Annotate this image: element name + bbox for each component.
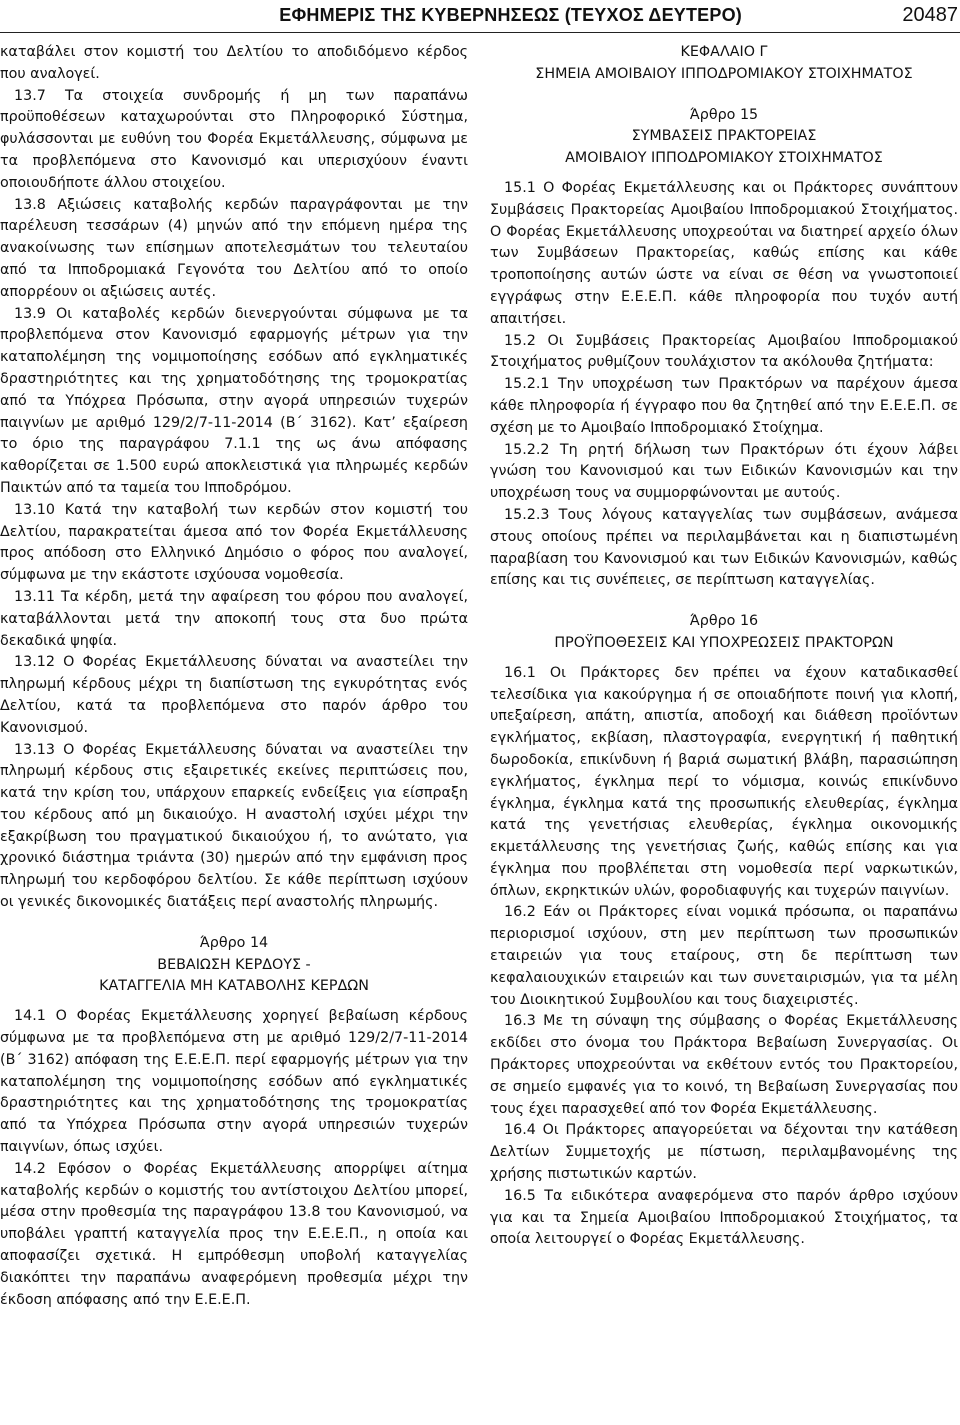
chapter-heading: ΚΕΦΑΛΑΙΟ Γ xyxy=(680,44,768,60)
spacer xyxy=(0,914,468,933)
paragraph-13-11: 13.11 Τα κέρδη, μετά την αφαίρεση του φόρου που αναλογεί, καταβάλλονται μετά την αποκοπή τους στα δυο πρώτα δεκαδικά ψηφία. xyxy=(0,588,468,649)
article-16-title: ΠΡΟΫΠΟΘΕΣΕΙΣ ΚΑΙ ΥΠΟΧΡΕΩΣΕΙΣ ΠΡΑΚΤΟΡΩΝ xyxy=(554,634,894,651)
paragraph-16-5: 16.5 Τα ειδικότερα αναφερόμενα στο παρόν άρθρο ισχύουν για και τα Σημεία Αμοιβαίου Ιπποδρομιακού Στοιχήματος, τα οποία λειτουργεί ο Φορέας Εκμετάλλευσης. xyxy=(490,1187,958,1248)
paragraph-13-10: 13.10 Κατά την καταβολή των κερδών στον κομιστή του Δελτίου, παρακρατείται άμεσα από τον Φορέα Εκμετάλλευσης προς απόδοση στο Ελληνικό Δημόσιο ο φόρος που αναλογεί, σύμφωνα με την εκάστοτε ισχύουσα νομοθεσία. xyxy=(0,501,468,584)
left-column xyxy=(0,42,468,1311)
paragraph-13-8: 13.8 Αξιώσεις καταβολής κερδών παραγράφονται με την παρέλευση τεσσάρων (4) μηνών από την επόμενη ημέρα της ανακοίνωσης των επίσημων αποτελεσμάτων του τελευταίου από τα Ιπποδρομιακά Γεγονότα του Δελτίου από το οποίο απορρέουν οι αξιώσεις αυτές. xyxy=(0,196,468,300)
paragraph-16-1: 16.1 Οι Πράκτορες δεν πρέπει να έχουν καταδικασθεί τελεσίδικα για κακούργημα ή σε οποιαδήποτε ποινή για κλοπή, υπεξαίρεση, απάτη, απιστία, αποδοχή και διάθεση προϊόντων εγκλήματος, εκβίαση, πλαστογραφία, ενεργητική ή παθητική δωροδοκία, επικίνδυνη ή βαριά σωματική βλάβη, παρασιώπηση εγκλήματος, έγκλημα περί το νόμισμα, κοινώς επικίνδυνο έγκλημα, έγκλημα κατά της προσωπικής ελευθερίας, έγκλημα κατά της γενετήσιας ελευθερίας, έγκλημα οικονομικής εκμετάλλευσης της γενετήσιας ζωής, καθώς επίσης και για έγκλημα που προβλέπεται στη νομοθεσία περί ναρκωτικών, όπλων, εκρηκτικών υλών, φοροδιαφυγής και τυχερών παιγνίων. xyxy=(490,664,958,899)
paragraph-continuation: καταβάλει στον κομιστή του Δελτίου το αποδιδόμενο κέρδος που αναλογεί. xyxy=(0,44,468,82)
article-15-title-line-2: ΑΜΟΙΒΑΙΟΥ ΙΠΠΟΔΡΟΜΙΑΚΟΥ ΣΤΟΙΧΗΜΑΤΟΣ xyxy=(565,150,883,167)
chapter-title: ΣΗΜΕΙΑ ΑΜΟΙΒΑΙΟΥ ΙΠΠΟΔΡΟΜΙΑΚΟΥ ΣΤΟΙΧΗΜΑΤΟΣ xyxy=(535,65,913,82)
paragraph-16-4: 16.4 Οι Πράκτορες απαγορεύεται να δέχονται την κατάθεση Δελτίων Συμμετοχής με πίστωση, περιλαμβανομένης της χρήσης πιστωτικών καρτών. xyxy=(490,1122,958,1183)
gazette-title: ΕΦΗΜΕΡΙΣ ΤΗΣ ΚΥΒΕΡΝΗΣΕΩΣ (ΤΕΥΧΟΣ ΔΕΥΤΕΡΟ) xyxy=(279,5,742,25)
paragraph-15-1: 15.1 Ο Φορέας Εκμετάλλευσης και οι Πράκτορες συνάπτουν Συμβάσεις Πρακτορείας Αμοιβαίου Ιπποδρομιακού Στοιχήματος. Ο Φορέας Εκμετάλλευσης υποχρεούται να διατηρεί αρχείο όλων των Συμβάσεων Πρακτορείας, καθώς επίσης και κάθε τροποποίησης αυτών ώστε να είναι σε θέση να γνωστοποιεί εγγράφως στην Ε.Ε.Ε.Π. κάθε πληροφορία που τυχόν αυτή απαιτήσει. xyxy=(490,179,958,327)
paragraph-13-7: 13.7 Τα στοιχεία συνδρομής ή μη των παραπάνω προϋποθέσεων καταχωρούνται στο Πληροφορικό Σύστημα, φυλάσσονται με ευθύνη του Φορέα Εκμετάλλευσης, σύμφωνα με τα προβλεπόμενα στο Κανονισμό και υπερισχύουν έναντι οποιουδήποτε άλλου στοιχείου. xyxy=(0,87,468,191)
spacer xyxy=(490,86,958,105)
paragraph-14-1: 14.1 Ο Φορέας Εκμετάλλευσης χορηγεί βεβαίωση κέρδους σύμφωνα με τα προβλεπόμενα στη με αριθμό 129/2/7-11-2014 (Β΄ 3162) απόφαση της Ε.Ε.Ε.Π. περί εφαρμογής μέτρων για την καταπολέμηση της νομιμοποίησης εσόδων από εγκληματικές δραστηριότητες και της χρηματοδότησης της τρομοκρατίας από τα Υπόχρεα Πρόσωπα στην αγορά υπηρεσιών τυχερών παιγνίων, όπως ισχύει. xyxy=(0,1008,468,1156)
paragraph-15-2-3: 15.2.3 Τους λόγους καταγγελίας των συμβάσεων, ανάμεσα στους οποίους πρέπει να περιλαμβάνεται και η διαπιστωμένη παραβίαση του Κανονισμού και των Ειδικών Κανονισμών, καθώς επίσης και τις συνέπειες, σε περίπτωση καταγγελίας. xyxy=(490,506,958,589)
article-14-heading: Άρθρο 14 xyxy=(199,934,269,951)
paragraph-15-2: 15.2 Οι Συμβάσεις Πρακτορείας Αμοιβαίου Ιπποδρομιακού Στοιχήματος ρυθμίζουν τουλάχιστον τα ακόλουθα ζητήματα: xyxy=(490,332,958,371)
paragraph-13-13: 13.13 Ο Φορέας Εκμετάλλευσης δύναται να αναστείλει την πληρωμή κέρδους στις εξαιρετικές εκείνες περιπτώσεις που, κατά την κρίση του, υπάρχουν επαρκείς ενδείξεις για είσπραξη του κέρδους από μη δικαιούχο. Η αναστολή ισχύει μέχρι την εξακρίβωση του πραγματικού δικαιούχου ή, το ανώτατο, για χρονικό διάστημα τριάντα (30) ημερών από την εμφάνιση προς πληρωμή του κερδοφόρου δελτίου. Σε κάθε περίπτωση ισχύουν οι γενικές δικονομικές διατάξεις περί αναστολής πληρωμής. xyxy=(0,741,468,911)
spacer xyxy=(490,655,958,663)
spacer xyxy=(0,998,468,1006)
paragraph-14-2: 14.2 Εφόσον ο Φορέας Εκμετάλλευσης απορρίψει αίτημα καταβολής κερδών ο κομιστής του αντίστοιχου Δελτίου μπορεί, μέσα στην προθεσμία της παραγράφου 13.8 του Κανονισμού, να υποβάλει γραπτή καταγγελία προς την Ε.Ε.Ε.Π., η οποία και αποφασίζει σχετικά. Η εμπρόθεσμη υποβολή καταγγελίας διακόπτει την παραπάνω αναφερόμενη προθεσμία μέχρι την έκδοση απόφασης από την Ε.Ε.Ε.Π. xyxy=(0,1160,468,1308)
page-header xyxy=(0,0,960,33)
article-14-title-line-2: ΚΑΤΑΓΓΕΛΙΑ ΜΗ ΚΑΤΑΒΟΛΗΣ ΚΕΡΔΩΝ xyxy=(99,978,369,995)
article-16-heading: Άρθρο 16 xyxy=(689,613,759,630)
page-number: 20487 xyxy=(902,4,958,26)
paragraph-16-2: 16.2 Εάν οι Πράκτορες είναι νομικά πρόσωπα, οι παραπάνω περιορισμοί ισχύουν, στη μεν περίπτωση των προσωπικών εταιρειών για τους εταίρους, στη δε περίπτωση των κεφαλαιουχικών εταιρειών και των συνεταιρισμών, για τα μέλη του Διοικητικού Συμβουλίου και τους διαχειριστές. xyxy=(490,904,958,1008)
spacer xyxy=(490,592,958,611)
paragraph-15-2-2: 15.2.2 Τη ρητή δήλωση των Πρακτόρων ότι έχουν λάβει γνώση του Κανονισμού και των Ειδικών Κανονισμών και την υποχρέωση τους να συμμορφώνονται με αυτούς. xyxy=(490,441,958,502)
article-14-title-line-1: ΒΕΒΑΙΩΣΗ ΚΕΡΔΟΥΣ - xyxy=(157,956,311,973)
paragraph-13-9: 13.9 Οι καταβολές κερδών διενεργούνται σύμφωνα με τα προβλεπόμενα στον Κανονισμό εφαρμογής μέτρων για την καταπολέμηση της νομιμοποίησης εσόδων από εγκληματικές δραστηριότητες και της χρηματοδότησης της τρομοκρατίας από τα Υπόχρεα Πρόσωπα, στην αγορά υπηρεσιών τυχερών παιγνίων με αριθμό 129/2/7-11-2014 (Β΄ 3162). Κατ’ εξαίρεση το όριο της παραγράφου 7.1.1 της ως άνω απόφασης καθορίζεται σε 1.500 ευρώ αποκλειστικά για πληρωμές κερδών Παικτών από τα ταμεία του Ιπποδρόμου. xyxy=(0,305,468,496)
paragraph-13-12: 13.12 Ο Φορέας Εκμετάλλευσης δύναται να αναστείλει την πληρωμή κέρδους μέχρι τη διαπίστωση της εγκυρότητας ενός Δελτίου, κατά τα προβλεπόμενα στο παρόν άρθρο του Κανονισμού. xyxy=(0,654,468,736)
right-column xyxy=(490,42,958,1251)
article-15-title-line-1: ΣΥΜΒΑΣΕΙΣ ΠΡΑΚΤΟΡΕΙΑΣ xyxy=(631,128,817,145)
article-15-heading: Άρθρο 15 xyxy=(689,106,759,123)
spacer xyxy=(490,170,958,178)
paragraph-15-2-1: 15.2.1 Την υποχρέωση των Πρακτόρων να παρέχουν άμεσα κάθε πληροφορία ή έγγραφο που θα ζητηθεί από την Ε.Ε.Ε.Π. σε σχέση με το Αμοιβαίο Ιπποδρομιακό Στοίχημα. xyxy=(490,376,958,436)
paragraph-16-3: 16.3 Με τη σύναψη της σύμβασης ο Φορέας Εκμετάλλευσης εκδίδει στο όνομα του Πράκτορα Βεβαίωση Συνεργασίας. Οι Πράκτορες υποχρεούνται να εκθέτουν εντός του Πρακτορείου, σε σημείο εμφανές για το κοινό, τη Βεβαίωση Συνεργασίας που τους έχει παρασχεθεί από τον Φορέα Εκμετάλλευσης. xyxy=(490,1013,958,1117)
